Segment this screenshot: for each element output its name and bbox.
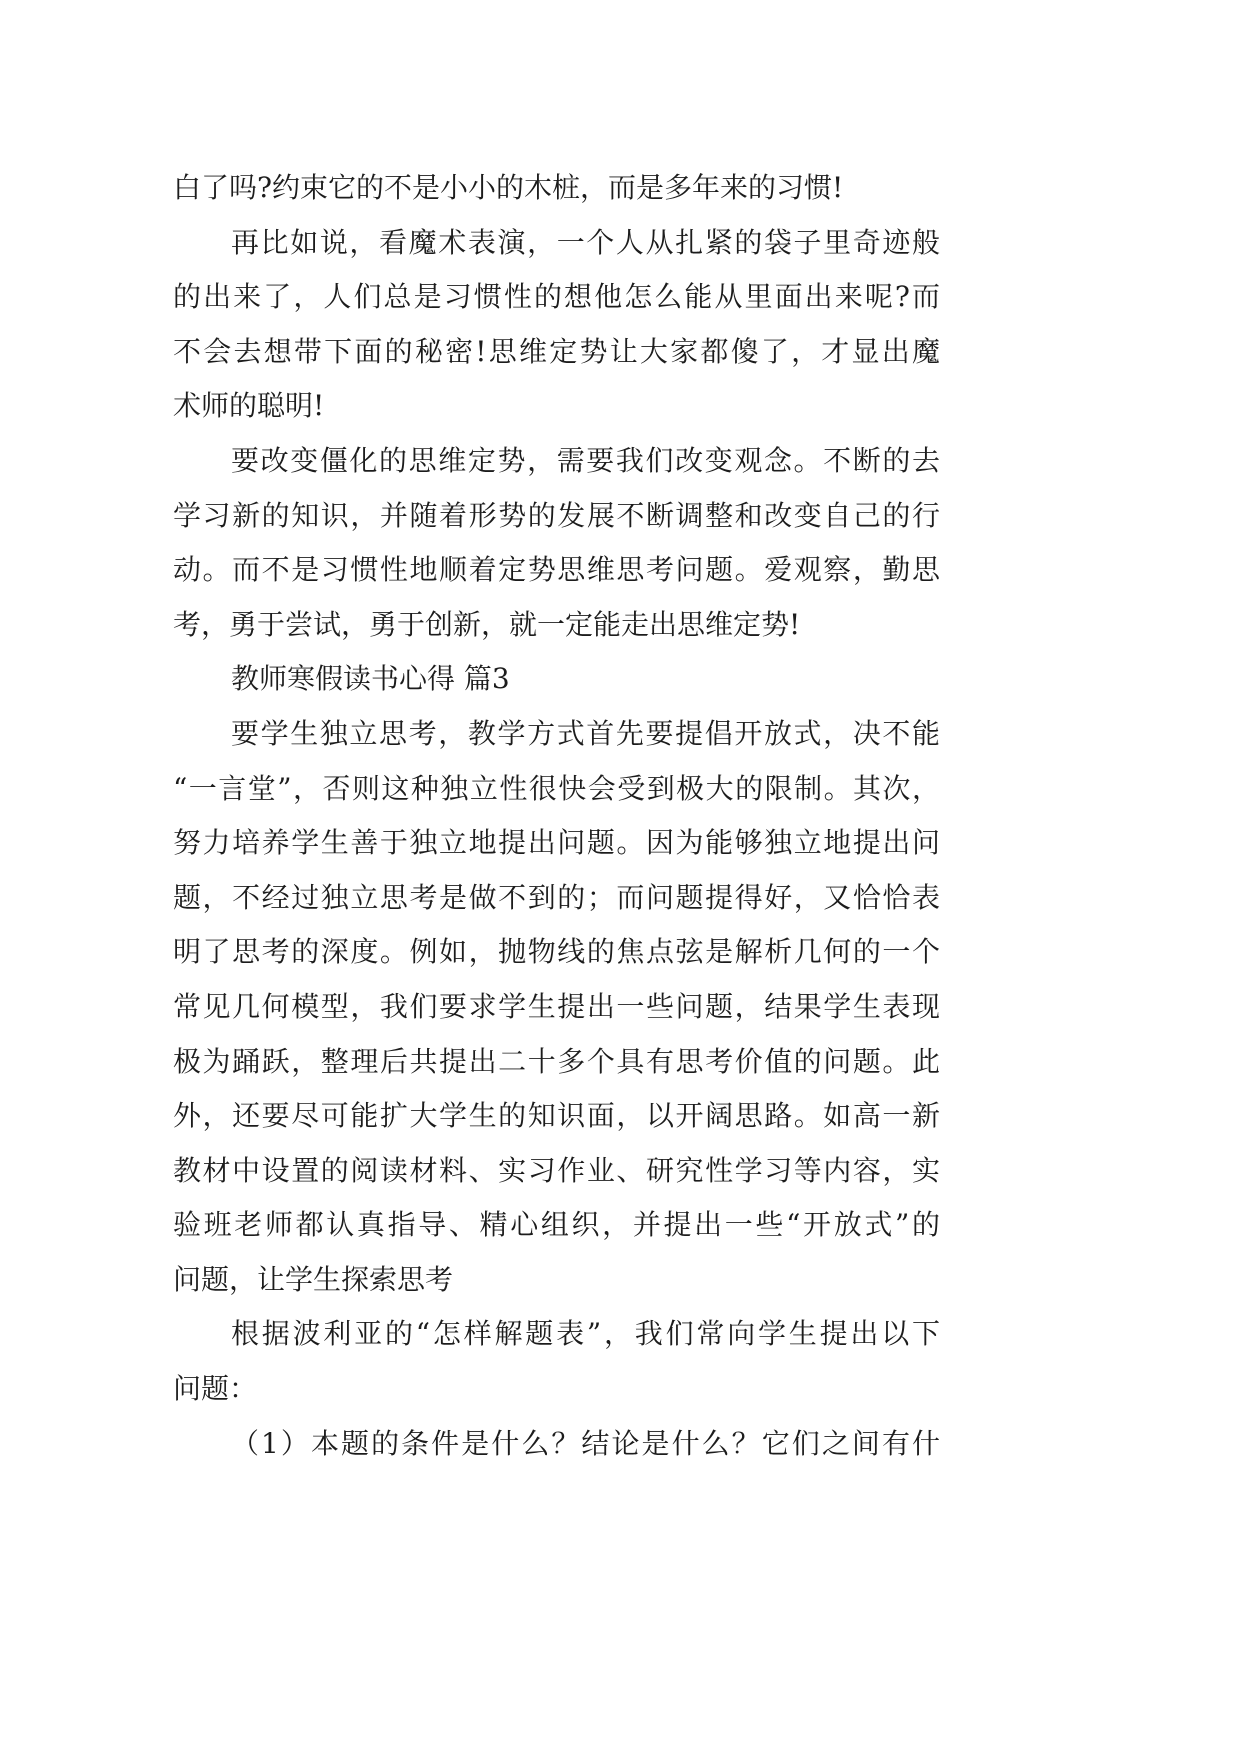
paragraph — [173, 1417, 940, 1472]
document-body — [173, 161, 940, 1471]
text-line: 考，勇于尝试，勇于创新，就一定能走出思维定势! — [173, 607, 801, 641]
text-line: 外，还要尽可能扩大学生的知识面，以开阔思路。如高一新 — [173, 1099, 940, 1133]
paragraph — [173, 434, 940, 652]
text-line: 术师的聪明! — [173, 389, 325, 423]
text-line: “一言堂”，否则这种独立性很快会受到极大的限制。其次， — [173, 771, 940, 805]
text-line: 验班老师都认真指导、精心组织，并提出一些“开放式”的 — [173, 1208, 940, 1242]
paragraph — [173, 707, 940, 1308]
text-line: 题，不经过独立思考是做不到的；而问题提得好，又恰恰表 — [173, 880, 940, 914]
paragraph — [173, 216, 940, 434]
text-line: 不会去想带下面的秘密!思维定势让大家都傻了，才显出魔 — [173, 334, 940, 368]
text-line: 教材中设置的阅读材料、实习作业、研究性学习等内容，实 — [173, 1153, 940, 1187]
text-line: 努力培养学生善于独立地提出问题。因为能够独立地提出问 — [173, 826, 940, 860]
text-line: 常见几何模型，我们要求学生提出一些问题，结果学生表现 — [173, 989, 940, 1023]
text-line: 要学生独立思考，教学方式首先要提倡开放式，决不能 — [231, 716, 940, 750]
paragraph — [173, 161, 940, 216]
text-line: 问题，让学生探索思考 — [173, 1262, 454, 1296]
text-line: 动。而不是习惯性地顺着定势思维思考问题。爱观察，勤思 — [173, 553, 940, 587]
text-line: 明了思考的深度。例如，抛物线的焦点弦是解析几何的一个 — [173, 935, 940, 969]
text-line: 要改变僵化的思维定势，需要我们改变观念。不断的去 — [231, 443, 940, 477]
text-line: （1）本题的条件是什么？结论是什么？它们之间有什 — [231, 1426, 940, 1460]
section-heading: 教师寒假读书心得 篇3 — [231, 662, 510, 696]
text-line: 学习新的知识，并随着形势的发展不断调整和改变自己的行 — [173, 498, 940, 532]
text-line: 根据波利亚的“怎样解题表”，我们常向学生提出以下 — [231, 1317, 940, 1351]
text-line: 问题： — [173, 1372, 258, 1406]
text-line: 的出来了，人们总是习惯性的想他怎么能从里面出来呢?而 — [173, 280, 940, 314]
text-line: 白了吗?约束它的不是小小的木桩，而是多年来的习惯! — [173, 171, 844, 204]
paragraph — [173, 1307, 940, 1416]
text-line: 极为踊跃，整理后共提出二十多个具有思考价值的问题。此 — [173, 1044, 940, 1078]
text-line: 再比如说，看魔术表演，一个人从扎紧的袋子里奇迹般 — [231, 225, 940, 259]
